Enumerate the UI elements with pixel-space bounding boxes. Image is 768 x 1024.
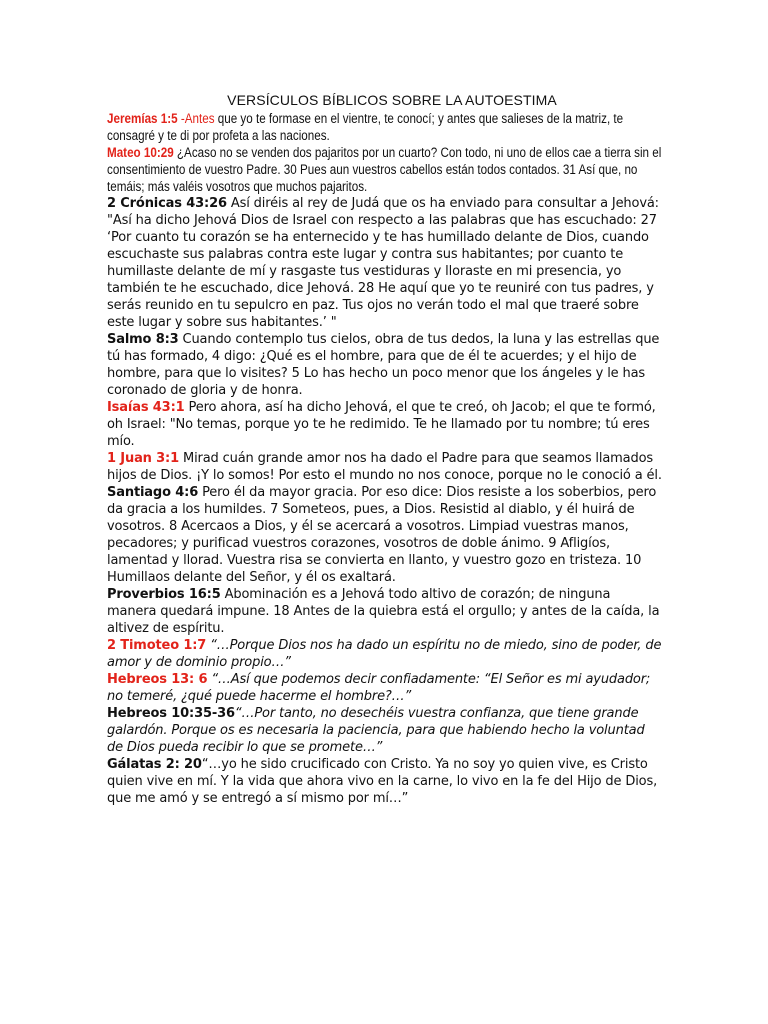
verse-reference: 2 Timoteo 1:7 bbox=[107, 638, 207, 653]
verse-reference: Hebreos 10:35-36 bbox=[107, 706, 235, 721]
verse-reference: Proverbios 16:5 bbox=[107, 587, 221, 602]
verse-text: “…yo he sido crucificado con Cristo. Ya no soy yo quien vive, es Cristo quien vive en mí. Y la vida que ahora vivo en la carne, lo vivo en la fe del Hijo de Dios, que me amó y se entregó a sí mismo por mí…” bbox=[107, 757, 658, 806]
verse-reference: Salmo 8:3 bbox=[107, 332, 179, 347]
verse-dash: - bbox=[177, 111, 185, 126]
verse-reference: Jeremías 1:5 bbox=[107, 111, 178, 126]
verse-timoteo bbox=[107, 637, 663, 671]
verse-mateo bbox=[107, 144, 664, 195]
verse-proverbios bbox=[107, 586, 663, 637]
verse-text: “…Por tanto, no desechéis vuestra confianza, que tiene grande galardón. Porque os es necesaria la paciencia, para que habiendo hecho la voluntad de Dios pueda recibir lo que se promete…” bbox=[107, 706, 645, 755]
document-title: VERSÍCULOS BÍBLICOS SOBRE LA AUTOESTIMA bbox=[227, 92, 557, 108]
verse-santiago bbox=[107, 484, 663, 586]
verse-text: que yo te formase en el vientre, te conocí; y antes que salieses de la matriz, te consagré y te di por profeta a las naciones. bbox=[107, 111, 624, 143]
verse-reference: Hebreos 13: 6 bbox=[107, 672, 208, 687]
verse-text: Mirad cuán grande amor nos ha dado el Padre para que seamos llamados hijos de Dios. ¡Y lo somos! Por esto el mundo no nos conoce, porque no le conoció a él. bbox=[107, 451, 662, 483]
verse-text: Pero él da mayor gracia. Por eso dice: Dios resiste a los soberbios, pero da gracia a los humildes. 7 Someteos, pues, a Dios. Resistid al diablo, y él huirá de vosotros. 8 Acercaos a Dios, y él se acercará a vosotros. Limpiad vuestras manos, pecadores; y purificad vuestros corazones, vosotros de doble ánimo. 9 Afligíos, lamentad y llorad. Vuestra risa se convierta en llanto, y vuestro gozo en tristeza. 10 Humillaos delante del Señor, y él os exaltará. bbox=[107, 485, 657, 585]
verse-juan bbox=[107, 450, 663, 484]
verse-hebreos-13 bbox=[107, 671, 663, 705]
verse-reference: Isaías 43:1 bbox=[107, 400, 185, 415]
verse-salmo bbox=[107, 331, 663, 399]
verse-reference: 1 Juan 3:1 bbox=[107, 451, 180, 466]
verse-text: Pero ahora, así ha dicho Jehová, el que te creó, oh Jacob; el que te formó, oh Israel: "No temas, porque yo te he redimido. Te he llamado por tu nombre; tú eres mío. bbox=[107, 400, 656, 449]
verse-reference: 2 Crónicas 43:26 bbox=[107, 196, 227, 211]
verse-text: “…Así que podemos decir confiadamente: “El Señor es mi ayudador; no temeré, ¿qué puede hacerme el hombre?…” bbox=[107, 672, 651, 704]
verse-isaias bbox=[107, 399, 663, 450]
document-page bbox=[107, 92, 663, 807]
verse-hebreos-10 bbox=[107, 705, 663, 756]
verse-text: Así diréis al rey de Judá que os ha enviado para consultar a Jehová: "Así ha dicho Jehová Dios de Israel con respecto a las palabras que has escuchado: 27 ‘Por cuanto tu corazón se ha enternecido y te has humillado delante de Dios, cuando escuchaste sus palabras contra este lugar y contra sus habitantes; por cuanto te humillaste delante de mí y rasgaste tus vestiduras y lloraste en mi presencia, yo también te he escuchado, dice Jehová. 28 He aquí que yo te reuniré con tus padres, y serás reunido en tu sepulcro en paz. Tus ojos no verán todo el mal que traeré sobre este lugar y sobre sus habitantes.’ " bbox=[107, 196, 659, 330]
verse-lead-word: Antes bbox=[184, 111, 215, 126]
verse-reference: Santiago 4:6 bbox=[107, 485, 199, 500]
verse-galatas bbox=[107, 756, 663, 807]
verse-reference: Gálatas 2: 20 bbox=[107, 757, 202, 772]
verse-reference: Mateo 10:29 bbox=[107, 145, 174, 160]
verse-jeremias bbox=[107, 110, 664, 144]
verse-text: “…Porque Dios nos ha dado un espíritu no de miedo, sino de poder, de amor y de dominio propio…” bbox=[107, 638, 662, 670]
verse-text: ¿Acaso no se venden dos pajaritos por un cuarto? Con todo, ni uno de ellos cae a tierra sin el consentimiento de vuestro Padre. 30 Pues aun vuestros cabellos están todos contados. 31 Así que, no temáis; más valéis vosotros que muchos pajaritos. bbox=[107, 145, 662, 194]
verse-text: Abominación es a Jehová todo altivo de corazón; de ninguna manera quedará impune. 18 Antes de la quiebra está el orgullo; y antes de la caída, la altivez de espíritu. bbox=[107, 587, 660, 636]
verse-text: Cuando contemplo tus cielos, obra de tus dedos, la luna y las estrellas que tú has formado, 4 digo: ¿Qué es el hombre, para que de él te acuerdes; y el hijo de hombre, para que lo visites? 5 Lo has hecho un poco menor que los ángeles y le has coronado de gloria y de honra. bbox=[107, 332, 660, 398]
verse-cronicas bbox=[107, 195, 663, 331]
